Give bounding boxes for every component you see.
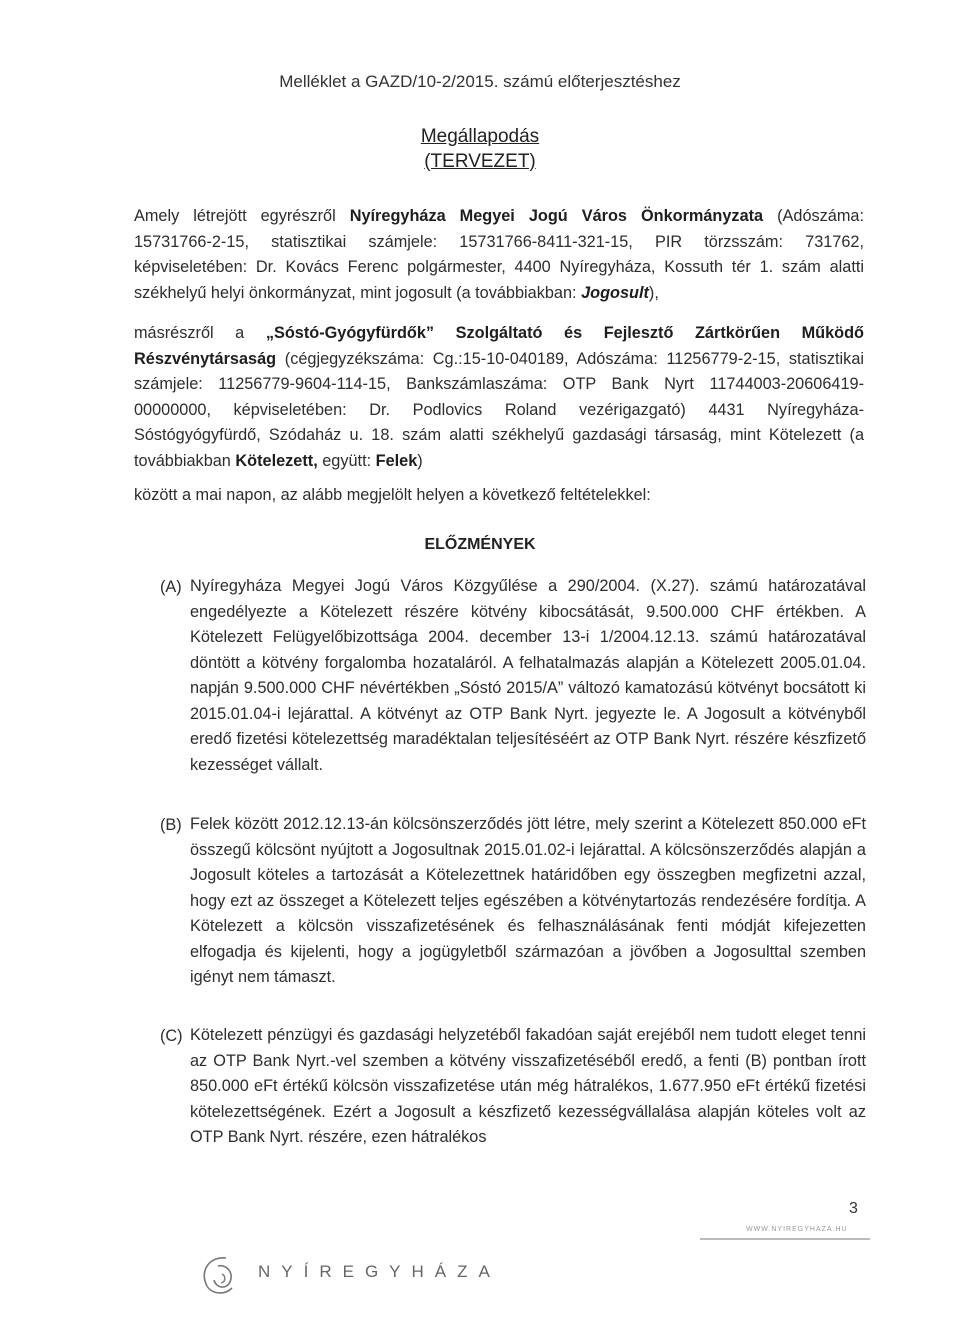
parties-joint-name: Felek: [375, 451, 418, 470]
party-two-name: „Sóstó-Gyógyfürdők” Szolgáltató és Fejlesztő Zártkörűen Működő Részvénytársaság: [134, 324, 864, 368]
footer-divider: [700, 1238, 870, 1240]
item-c-label: (C): [160, 1027, 183, 1045]
party-two-end: ): [417, 451, 423, 470]
section-heading: ELŐZMÉNYEK: [424, 536, 536, 553]
party-one-details: (Adószáma: 15731766-2-15, statisztikai számjele: 15731766-8411-321-15, PIR törzsszám: 731762, képviseletében: Dr. Kovács Ferenc polgármester, 4400 Nyíregyháza, Kossuth tér 1. szám alatti székhelyű helyi önkormányzat, mint jogosult (a továbbiakban:: [134, 207, 864, 302]
party-two-details: (cégjegyzékszáma: Cg.:15-10-040189, Adószáma: 11256779-2-15, statisztikai számjele: 11256779-9604-114-15, Bankszámlaszáma: OTP Bank Nyrt 11744003-20606419-00000000, képviseletében: Dr. Podlovics Roland vezérigazgató) 4431 Nyíregyháza-Sóstógyógyfürdő, Szódaház u. 18. szám alatti székhelyű gazdasági társaság, mint Kötelezett (a továbbiakban: [134, 349, 864, 470]
party-two-paragraph: [134, 321, 864, 474]
document-subtitle: (TERVEZET): [424, 151, 536, 172]
footer-url: WWW.NYIREGYHAZA.HU: [746, 1226, 848, 1233]
party-one-end: ),: [648, 283, 659, 302]
city-logo-text: NYÍREGYHÁZA: [258, 1262, 501, 1281]
item-b-text: Felek között 2012.12.13-án kölcsönszerződés jött létre, mely szerint a Kötelezett 850.000 eFt összegű kölcsönt nyújtott a Jogosultnak 2015.01.02-i lejárattal. A kölcsönszerződés alapján a Jogosult köteles a tartozását a Kötelezettnek határidőben egy összegben megfizetni azzal, hogy ezt az összeget a Kötelezett teljes egészében a kötvénytartozás rendezésére fordítja. A Kötelezett a kölcsön visszafizetésének és felhasználásának fenti módját kifejezetten elfogadja és kijelenti, hogy a jogügyletből származóan a jövőben a Jogosulttal szemben igényt nem támaszt.: [190, 815, 866, 986]
item-b-label: (B): [160, 816, 182, 834]
between-clause: között a mai napon, az alább megjelölt helyen a következő feltételekkel:: [134, 486, 651, 504]
item-a-text: Nyíregyháza Megyei Jogú Város Közgyűlése a 290/2004. (X.27). számú határozatával engedélyezte a Kötelezett részére kötvény kibocsátását, 9.500.000 CHF értékben. A Kötelezett Felügyelőbizottsága 2004. december 13-i 1/2004.12.13. számú határozatával döntött a kötvény forgalomba hozataláról. A felhatalmazás alapján a Kötelezett 2005.01.04. napján 9.500.000 CHF névértékben „Sóstó 2015/A” változó kamatozású kötvényt bocsátott ki 2015.01.04-i lejárattal. A kötvényt az OTP Bank Nyrt. jegyezte le. A Jogosult a kötvényből eredő fizetési kötelezettség maradéktalan teljesítéséért az OTP Bank Nyrt. részére készfizető kezességet vállalt.: [190, 577, 866, 774]
city-logo-icon: [196, 1252, 244, 1300]
party-two-role: Kötelezett,: [235, 451, 318, 470]
item-c-text: Kötelezett pénzügyi és gazdasági helyzetéből fakadóan saját erejéből nem tudott eleget tenni az OTP Bank Nyrt.-vel szemben a kötvény visszafizetéséből eredő, a fenti (B) pontban írott 850.000 eFt értékű kölcsön visszafizetése után még hátralékos, 1.677.950 eFt értékű fizetési kötelezettségének. Ezért a Jogosult a készfizető kezességvállalása alapján köteles volt az OTP Bank Nyrt. részére, ezen hátralékos: [190, 1026, 866, 1146]
party-one-intro: Amely létrejött egyrészről: [134, 207, 350, 225]
party-one-paragraph: [134, 204, 864, 306]
item-a-label: (A): [160, 578, 182, 596]
party-two-joint-intro: együtt:: [317, 451, 376, 470]
party-two-intro: másrészről a: [134, 324, 266, 342]
party-one-role: Jogosult: [581, 283, 649, 302]
page-number: 3: [849, 1200, 858, 1217]
document-title: Megállapodás: [420, 126, 540, 147]
party-one-name: Nyíregyháza Megyei Jogú Város Önkormányzata: [349, 207, 764, 225]
attachment-note: Melléklet a GAZD/10-2/2015. számú előterjesztéshez: [279, 72, 681, 91]
